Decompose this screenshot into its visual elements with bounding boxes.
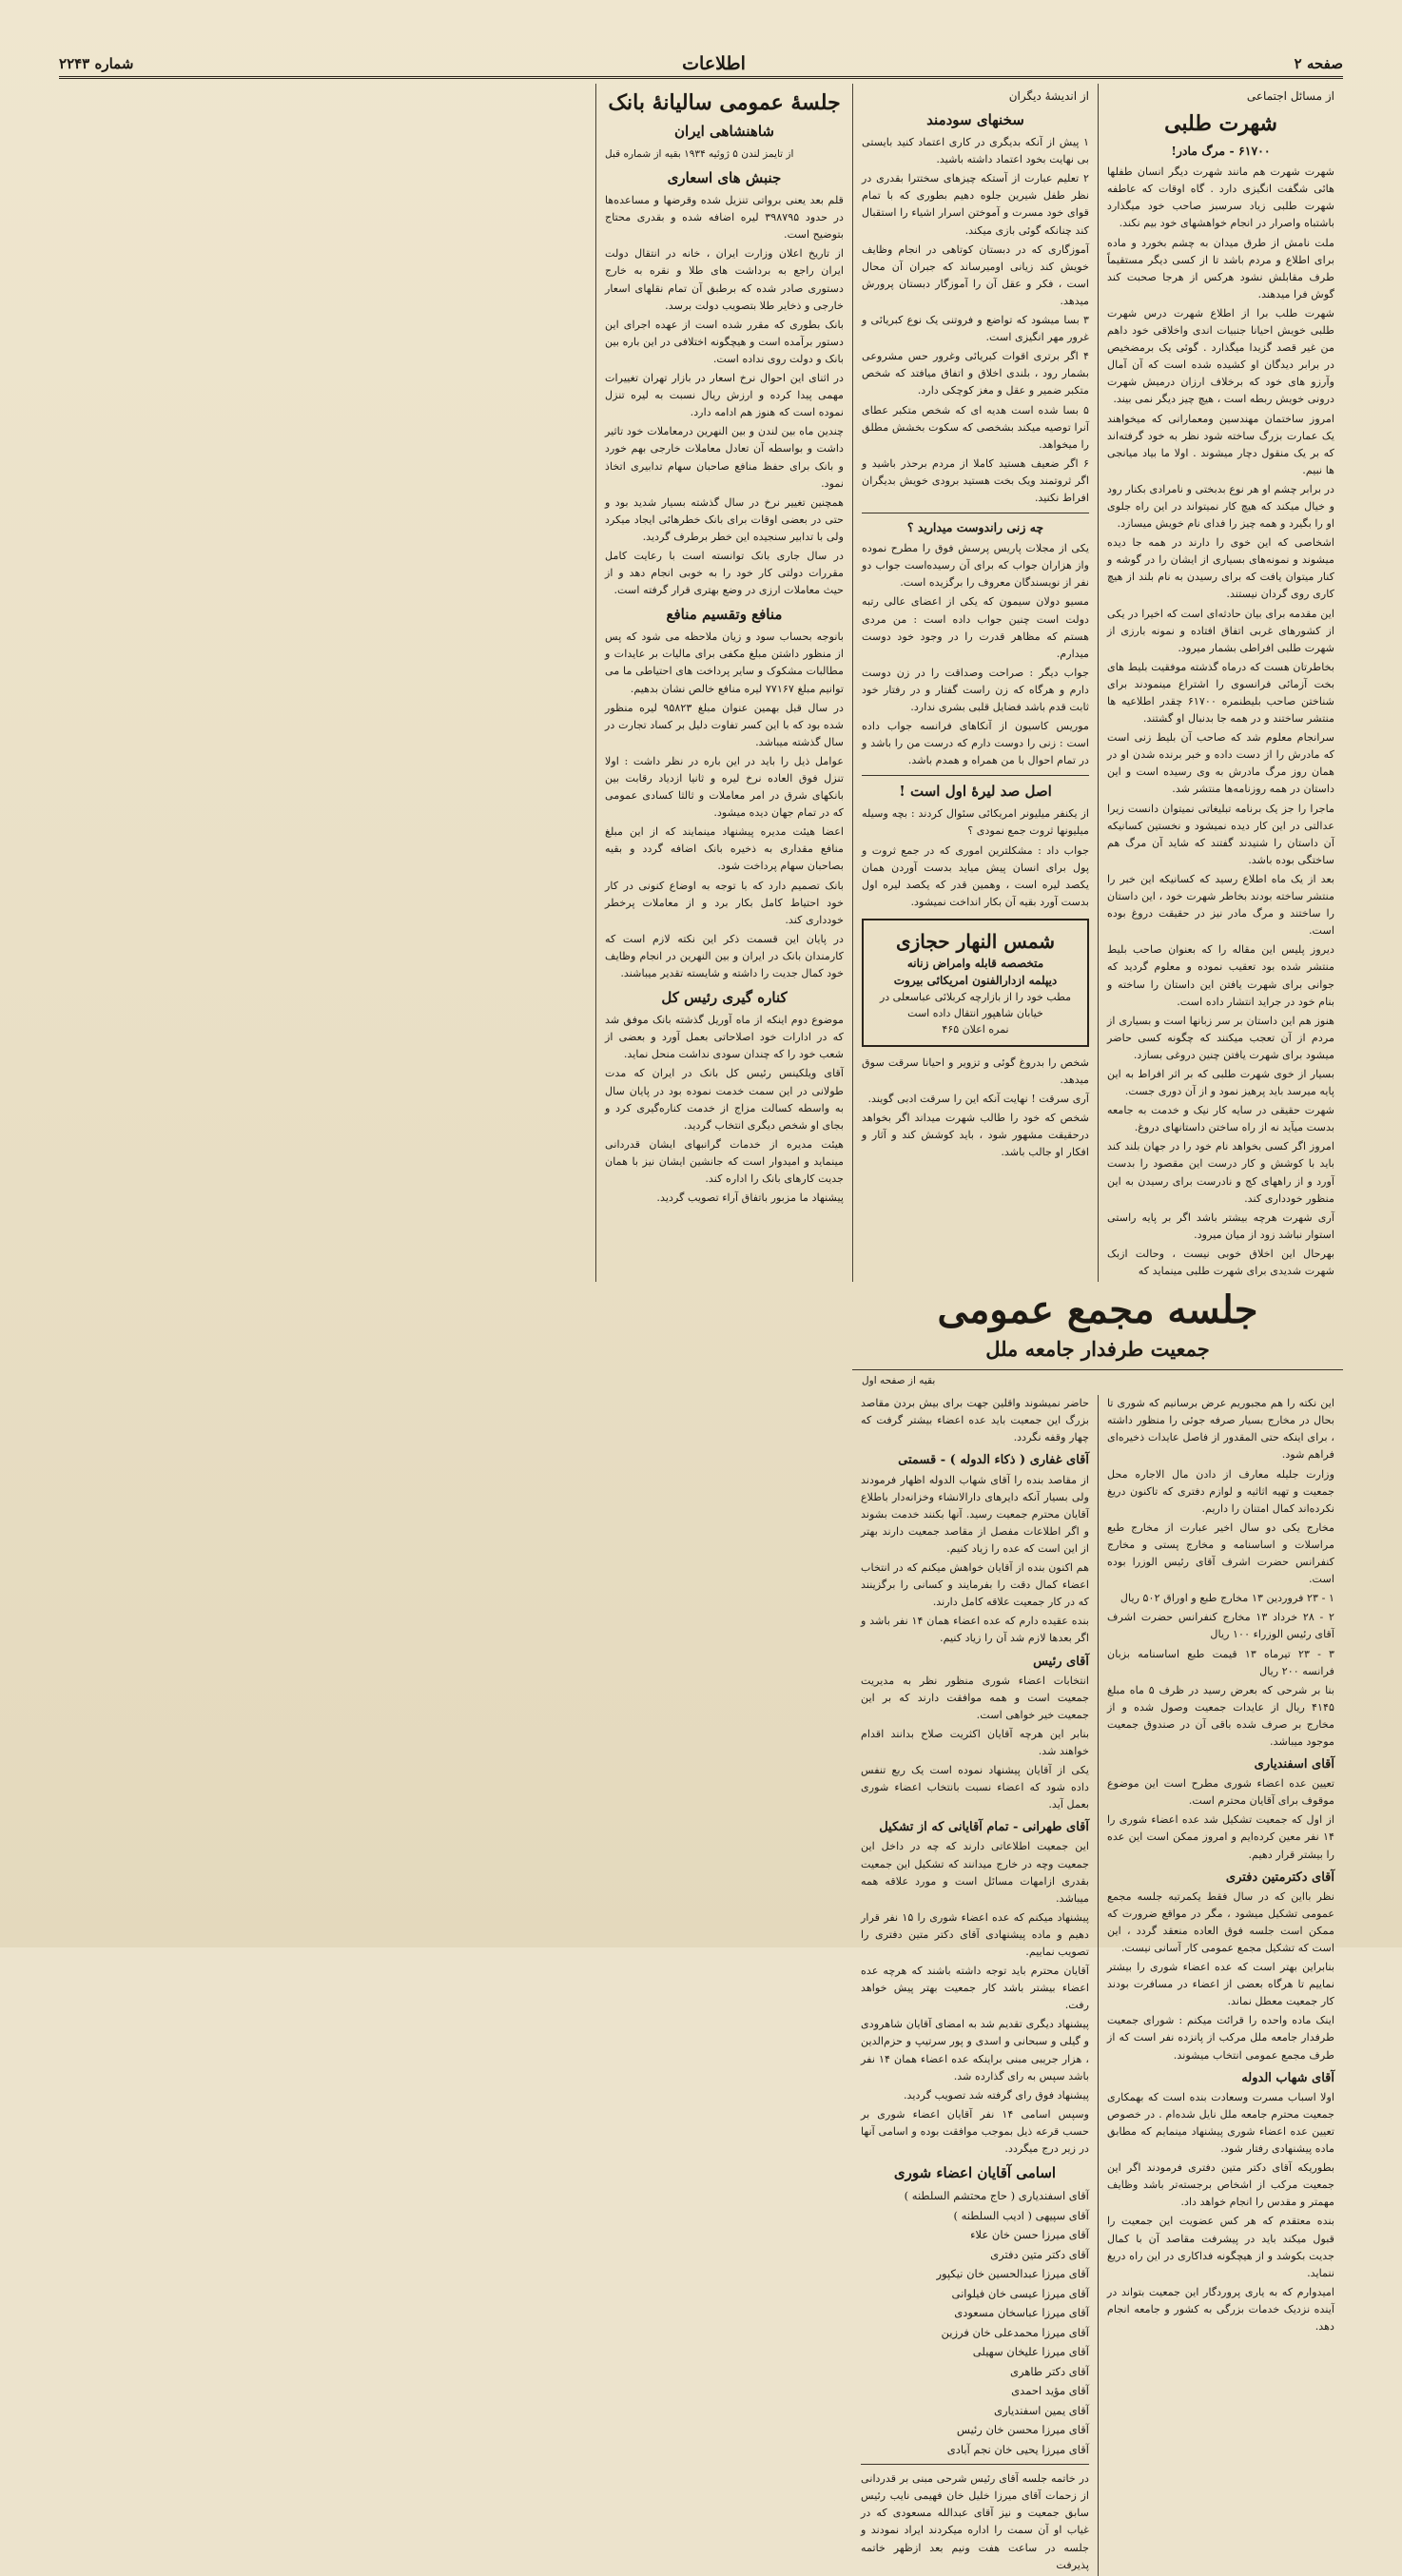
paragraph: پیشنهاد دیگری تقدیم شد به امضای آقایان شاهرودی و گیلی و سبحانی و اسدی و پور سرتیپ و حزم‌الدین ، هزار جریبی مبنی براینکه عده اعضاء همان ۱۴ نفر باشد سپس به رای گذارده شد. bbox=[861, 2018, 1089, 2082]
paragraph: در پایان این قسمت ذکر این نکته لازم است که کارمندان بانک در ایران و بین النهرین در انجام وظایف خود کمال جدیت را داشته و شایسته تقدیر میباشند. bbox=[605, 932, 844, 980]
paragraph: اولا اسباب مسرت وسعادت بنده است که بهمکاری جمعیت محترم جامعه ملل نایل شده‌ام . در خصوص تعیین عده اعضاء شوری پیشنهاد مینمایم که مطابق ماده پیشنهادی رفتار شود. bbox=[1107, 2090, 1334, 2156]
paragraph: بهرحال این اخلاق خوبی نیست ، وحالت ازبک شهرت شدیدی برای شهرت طلبی مینماید که bbox=[1107, 1247, 1334, 1277]
ad-number: نمره اعلان ۴۶۵ bbox=[942, 1022, 1009, 1036]
advertisement-box bbox=[862, 919, 1089, 1047]
section-heading: منافع وتقسیم منافع bbox=[666, 606, 783, 624]
paragraph: این جمعیت اطلاعاتی دارند که چه در داخل این جمعیت وچه در خارج میدانند که تشکیل این جمعیت بقدری ازامهات مسائل است و مورد علاقه همه میباشد. bbox=[861, 1840, 1089, 1905]
member-name: آقای میرزا علیخان سهیلی bbox=[972, 2345, 1089, 2359]
article-body bbox=[605, 1012, 844, 1207]
paragraph: شهرت طلب برا از اطلاع شهرت درس شهرت طلبی خویش احیانا جنبیات اندی واخلاقی خود داهم من غیر قصد گزیدا میگذارد . گوئی یک برمضخیص در برابر دیدگان او کشیده شده است که آن آمال وآرزو های خود که برخلاف ارزان درمیش شهرت درونی خویش ربطه است ، هیچ چیز دیگر نمی بیند. bbox=[1107, 306, 1334, 406]
paragraph: ۶ اگر ضعیف هستید کاملا از مردم برحذر باشید و اگر ثروتمند ویک بخت هستید برودی خویش بدیگران افراط نکنید. bbox=[862, 456, 1089, 504]
member-name: آقای میرزا حسن خان علاء bbox=[970, 2228, 1089, 2242]
member-name: آقای میرزا عباسخان مسعودی bbox=[954, 2306, 1089, 2320]
paragraph: بانوجه بحساب سود و زیان ملاحظه می شود که پس از منظور داشتن مبلغ مکفی برای مالیات بر عایدات و مطالبات مشکوک و سایر پرداخت های احتیاطی ما می توانیم مبلغ ۷۷۱۶۷ لیره منافع خالص نشان بدهیم. bbox=[605, 630, 844, 695]
paragraph: از مقاصد بنده را آقای شهاب الدوله اظهار فرمودند ولی بسیار آنکه دایرهای دارالانشاء وخزانه‌دار باطلاع آقایان محترم جمعیت رسید. آنها بکنند خدمت بشوند و اگر اطلاعات مفصل از مقاصد جمعیت دارند بهتر از این است که عده را زیاد کنیم. bbox=[861, 1473, 1089, 1555]
paragraph: موریس کاسیون از آنکاهای فرانسه جواب داده است : زنی را دوست دارم که درست من را باشد و در تمام احوال با من همراه و همدم باشد. bbox=[862, 720, 1089, 767]
member-name: آقای دکتر متین دفتری bbox=[990, 2247, 1089, 2261]
paragraph: ۱ پیش از آنکه بدیگری در کاری اعتماد کنید بایستی بی نهایت بخود اعتماد داشته باشید. bbox=[862, 136, 1089, 166]
paragraph: در اثنای این احوال نرخ اسعار در بازار تهران تغییرات مهمی پیدا کرده و ارزش ریال نسبت به لیره تنزل نموده است که هنوز هم ادامه دارد. bbox=[605, 372, 844, 419]
paragraph: بانک تصمیم دارد که با توجه به اوضاع کنونی در کار خود احتیاط کامل بکار برد و از معاملات پرخطر خودداری کند. bbox=[605, 879, 844, 926]
paragraph: بنده عقیده دارم که عده اعضاء همان ۱۴ نفر باشد و اگر بعدها لازم شد آن را زیاد کنیم. bbox=[861, 1615, 1089, 1645]
article-source-note: از تایمز لندن ۵ ژوئیه ۱۹۳۴ بقیه از شماره قبل bbox=[605, 148, 794, 160]
section-label: از اندیشهٔ دیگران bbox=[1008, 89, 1089, 103]
article-body bbox=[861, 2470, 1089, 2574]
section-heading: کناره گیری رئیس کل bbox=[661, 989, 788, 1007]
paragraph: آقای ویلکینس رئیس کل بانک در ایران که مدت طولانی در این سمت خدمت نموده بود در پایان سال به واسطه کسالت مزاج از خدمت کناره‌گیری کرد و بجای او شخص دیگری انتخاب گردید. bbox=[605, 1067, 844, 1132]
article-body bbox=[605, 192, 844, 599]
column-others-thoughts bbox=[852, 84, 1098, 1282]
paragraph: قلم بعد یعنی برواتی تنزیل شده وقرضها و مساعده‌ها در حدود ۳۹۸۷۹۵ لیره اضافه شده و بقدری محتاج بتوضیح است. bbox=[605, 194, 845, 242]
paragraph: آری سرقت ! نهایت آنکه این را سرقت ادبی گویند. bbox=[867, 1093, 1089, 1106]
columns bbox=[59, 84, 1343, 2571]
paragraph: از یکنفر میلیونر امریکائی سئوال کردند : بچه وسیله میلیونها ثروت جمع نمودی ؟ bbox=[862, 807, 1089, 838]
article-body bbox=[1107, 2089, 1334, 2335]
column-bank-meeting bbox=[595, 84, 852, 1282]
speaker-heading: آقای رئیس bbox=[1033, 1654, 1089, 1669]
paragraph: چندین ماه بین لندن و بین النهرین درمعاملات خود تاثیر داشت و بواسطه آن تعادل معاملات خارجی بهم خورد و بانک برای حفظ منافع صاحبان سهام تدابیری اتخاذ نمود. bbox=[605, 425, 844, 490]
speaker-heading: آقای اسفندیاری bbox=[1254, 1757, 1334, 1772]
members-list bbox=[861, 2187, 1089, 2458]
paragraph: بنا بر شرحی که بعرض رسید در ظرف ۵ ماه مبلغ ۴۱۴۵ ریال از عایدات جمعیت وصول شده و از مخارج بر صرف شده باقی آن در صندوق جمعیت موجود میباشد. bbox=[1107, 1683, 1334, 1748]
paragraph: وسپس اسامی ۱۴ نفر آقایان اعضاء شوری بر حسب قرعه ذیل بموجب موافقت بوده و اسامی آنها در زیر درج میگردد. bbox=[861, 2107, 1089, 2156]
article-body bbox=[862, 134, 1089, 507]
divider bbox=[862, 775, 1089, 776]
paragraph: شهرت شهرت هم مانند شهرت دیگر انسان طفلها هائی شگفت انگیزی دارد . گاه اوقات که عاطفه شهرت طلبی زیاد سرسبز صاحب خود میگذارد باشتباه واصرار در انجام خواهشهای خود بیم نکند. bbox=[1107, 165, 1334, 230]
paragraph: مخارج یکی دو سال اخیر عبارت از مخارج طبع مراسلات و اساسنامه و مخارج پستی و مخارج کنفرانس حضرت اشرف آقای رئیس الوزرا بوده است. bbox=[1107, 1520, 1334, 1586]
paragraph: ۲ تعلیم عبارت از آستکه چیزهای سختترا بقدری در نظر طفل شیرین جلوه دهیم بطوری که با تمام قوای خود مسرت و آموختن اسرار اشیاء را استقبال کند چنانکه گوئی بازی میکند. bbox=[862, 172, 1089, 237]
article-body bbox=[1107, 164, 1334, 1280]
paragraph: موضوع دوم اینکه از ماه آوریل گذشته بانک موفق شد که در ادارات خود اصلاحاتی بعمل آورد و بعضی از شعب خود را که چندان سودی نداشت منحل نماید. bbox=[605, 1014, 844, 1061]
paragraph: آری شهرت هرچه بیشتر باشد اگر بر پایه راستی استوار نباشد زود از میان میرود. bbox=[1107, 1211, 1334, 1241]
paragraph: ۲ - ۲۸ خرداد ۱۳ مخارج کنفرانس حضرت اشرف آقای رئیس الوزراء ۱۰۰ ریال bbox=[1107, 1611, 1334, 1641]
article-subtitle-fame: ۶۱۷۰۰ - مرگ مادر! bbox=[1171, 144, 1271, 159]
member-name: آقای میرزا عبدالحسین خان نیکپور bbox=[936, 2267, 1089, 2281]
paragraph: از تاریخ اعلان وزارت ایران ، خانه در انتقال دولت ایران راجع به برداشت های طلا و نقره به خارج دستوری صادر شده که برطبق آن تمام نقلهای اسعار خارجی و ذخایر طلا بتصویب دولت برسد. bbox=[605, 247, 844, 312]
article-title-first-hundred-pounds: اصل صد لیرهٔ اول است ! bbox=[899, 783, 1052, 801]
main-subheadline: جمعیت طرفدار جامعه ملل bbox=[985, 1337, 1210, 1362]
article-body bbox=[861, 1395, 1089, 1446]
paragraph: شخص که خود را طالب شهرت میداند اگر بخواهد درحقیقت مشهور شود ، باید کوشش کند و آثار و افکار او جالب باشد. bbox=[862, 1112, 1089, 1159]
paragraph: آموزگاری که در دبستان کوتاهی در انجام وظایف خویش کند زیانی اومیرساند که جبران آن محال است ، فکر و عقل آن را آموزگار دبستان پرورش میدهد. bbox=[862, 242, 1089, 307]
paragraph: ۳ - ۲۳ تیرماه ۱۳ قیمت طبع اساسنامه بزبان فرانسه ۲۰۰ ریال bbox=[1107, 1647, 1334, 1677]
paragraph: ۴ اگر برتری اقوات کبریائی وغرور حس مشروعی بشمار رود ، بلندی اخلاق و اتفاق میافتد که شخص متکبر ضمیر و عقل و مغز کوچکی دارد. bbox=[862, 350, 1089, 397]
paragraph: اینک ماده واحده را قرائت میکنم : شورای جمعیت طرفدار جامعه ملل مرکب از پانزده نفر است که از طرف مجمع عمومی انتخاب میشوند. bbox=[1107, 2014, 1334, 2062]
member-name: آقای اسفندیاری ( حاج محتشم السلطنه ) bbox=[904, 2189, 1089, 2203]
paragraph: از اول که جمعیت تشکیل شد عده اعضاء شوری را ۱۴ نفر معین کرده‌ایم و امروز ممکن است این عده را بیشتر قرار دهیم. bbox=[1107, 1813, 1334, 1861]
paragraph: پیشنهاد ما مزبور باتفاق آراء تصویب گردید. bbox=[656, 1191, 844, 1205]
paragraph: هم اکنون بنده از آقایان خواهش میکنم که در انتخاب اعضاء کمال دقت را بفرمایند و کسانی را برگزینند که در کار جمعیت علاقه کامل دارند. bbox=[861, 1561, 1089, 1609]
paragraph: پیشنهاد میکنم که عده اعضاء شوری را ۱۵ نفر قرار دهیم و ماده پیشنهادی آقای دکتر متین دفتری را تصویب نماییم. bbox=[861, 1910, 1089, 1958]
paragraph: امیدوارم که به یاری پروردگار این جمعیت بتواند در آینده نزدیک خدمات بزرگی به کشور و جامعه انجام دهد. bbox=[1107, 2285, 1334, 2333]
member-name: آقای میرزا یحیی خان نجم آبادی bbox=[946, 2442, 1089, 2456]
paragraph: بعد از یک ماه اطلاع رسید که کسانیکه این خبر را منتشر ساخته بودند بخاطر شهرت خود ، این داستان را ساختند و مرگ مادر نیز در حقیقت دروغ بوده است. bbox=[1107, 872, 1334, 938]
paragraph: یکی از آقایان پیشنهاد نموده است یک ربع تنفس داده شود که اعضاء نسبت بانتخاب اعضاء شوری بعمل آید. bbox=[861, 1764, 1089, 1811]
paragraph: یکی از مجلات پاریس پرسش فوق را مطرح نموده واز هزاران جواب که برای آن رسیده‌است جواب دو نفر از نویسندگان معروف را برگزیده است. bbox=[862, 542, 1089, 590]
issue-number: شماره ۲۲۴۳ bbox=[59, 55, 134, 72]
paragraph: در خاتمه جلسه آقای رئیس شرحی مبنی بر قدردانی از زحمات آقای میرزا خلیل خان فهیمی نایب رئیس سابق جمعیت و نیز آقای عبدالله مسعودی که در غیاب او آن سمت را اداره میکردند ایراد نمودند و جلسه در ساعت هفت ونیم بعد ازظهر خاتمه پذیرفت bbox=[861, 2472, 1089, 2571]
member-name: آقای میرزا عیسی خان فیلوانی bbox=[951, 2286, 1089, 2300]
speaker-heading: آقای دکترمتین دفتری bbox=[1225, 1869, 1334, 1885]
ad-line: دیپلمه ازدارالفنون امریکائی بیروت bbox=[893, 973, 1058, 987]
paragraph: هیئت مدیره از خدمات گرانبهای ایشان قدردانی مینماید و امیدوار است که جانشین ایشان نیز با همان جدیت کارهای بانک را اداره کند. bbox=[605, 1137, 844, 1185]
paragraph: هنوز هم این داستان بر سر زبانها است و بسیاری از مردم از آن تعجب میکنند که چگونه کسی حاضر میشود برای شهرت یافتن چنین دروغی بسازد. bbox=[1107, 1014, 1334, 1061]
paragraph: جواب داد : مشکلترین اموری که در جمع ثروت و پول برای انسان پیش میاید بدست آوردن همان یکصد لیره است ، وهمین قدر که یکصد لیره اول بدست آورد بقیه آن بکار انداخت نمیشود. bbox=[862, 843, 1089, 908]
paragraph: عوامل ذیل را باید در این باره در نظر داشت : اولا تنزل فوق العاده نرخ لیره و ثانیا ازدیاد رقابت بین بانکهای شرق در امر معاملات و ثالثا کسادی عمومی که در تمام جهان دیده میشود. bbox=[605, 754, 844, 820]
member-name: آقای مؤید احمدی bbox=[1011, 2384, 1089, 2398]
ad-line: مطب خود را از بازارچه کربلائی عباسعلی در خیابان شاهپور انتقال داده است bbox=[879, 990, 1072, 1019]
paragraph: ۵ بسا شده است هدیه ای که شخص متکبر عطای آنرا توصیه میکند بشخصی که سکوت بخشش مطلق را میخواهد. bbox=[862, 403, 1089, 451]
divider bbox=[861, 2464, 1089, 2465]
member-name: آقای سپیهی ( ادیب السلطنه ) bbox=[953, 2208, 1089, 2222]
paragraph: آقایان محترم باید توجه داشته باشند که هرچه عده اعضاء بیشتر باشد کار جمعیت بهتر پیش خواهد رفت. bbox=[861, 1965, 1089, 2012]
main-headline-block bbox=[852, 1282, 1343, 1370]
paragraph: دیروز پلیس این مقاله را که بعنوان صاحب بلیط منتشر شده بود تعقیب نموده و معلوم گردید که جوانی برای شهرت یافتن این داستان را ساخته و بنام خود در جراید انتشار داده است. bbox=[1107, 943, 1334, 1008]
paragraph: بسیار از خوی شهرت طلبی که بر اثر افراط به این پایه میرسد باید پرهیز نمود و از آن دوری جست. bbox=[1107, 1067, 1334, 1098]
section-label: از مسائل اجتماعی bbox=[1246, 89, 1334, 103]
paragraph: مسیو دولان سیمون که یکی از اعضای عالی رتبه دولت است چنین جواب داده است : من مردی هستم که مظاهر قدرت را در وجود خود دوست میدارم. bbox=[862, 595, 1089, 660]
paragraph: بنابر این هرچه آقایان اکثریت صلاح بدانند اقدام خواهند شد. bbox=[861, 1727, 1089, 1757]
paragraph: بنده معتقدم که هر کس عضویت این جمعیت را قبول میکند باید در پیشرفت مقاصد آن با کمال جدیت بکوشد و از هیچگونه فداکاری در این راه دریغ ننماید. bbox=[1107, 2215, 1334, 2279]
article-body bbox=[862, 540, 1089, 769]
article-body bbox=[1107, 1888, 1334, 2064]
member-name: آقای یمین اسفندیاری bbox=[994, 2403, 1089, 2417]
article-body bbox=[605, 629, 844, 982]
paragraph: ۱ - ۲۳ فروردین ۱۳ مخارج طبع و اوراق ۵۰۲ ریال bbox=[1120, 1592, 1334, 1605]
paragraph: امروز ساختمان مهندسین ومعمارانی که میخواهند یک عمارت بزرگ ساخته شود نظر به خود گرفته‌اند که بر یک منقول دچار میشوند . اولا ما بیاد میانجی ها نبیم. bbox=[1107, 412, 1334, 476]
paragraph: سرانجام معلوم شد که صاحب آن بلیط زنی است که مادرش را از دست داده و خبر برنده شدن او در همان روز مرگ مادرش به وی رسیده است و این داستان در همه روزنامه‌ها منتشر شد. bbox=[1107, 731, 1334, 796]
article-title-which-woman: چه زنی راندوست میدارید ؟ bbox=[906, 520, 1044, 535]
paragraph: بطوریکه آقای دکتر متین دفتری فرمودند اگر این جمعیت مرکب از اشخاص برجسته‌تر باشد وظایف مهمتر و مقدس را انجام خواهد داد. bbox=[1107, 2161, 1334, 2209]
speaker-heading: آقای غفاری ( ذکاء الدوله ) - قسمتی bbox=[898, 1453, 1089, 1468]
paragraph: شخص را بدروغ گوئی و تزویر و احیانا سرقت سوق میدهد. bbox=[862, 1056, 1089, 1087]
paragraph: همچنین تغییر نرخ در سال گذشته بسیار شدید بود و حتی در بعضی اوقات برای بانک خطرهائی ایجاد میکرد ولی با تدابیر سنجیده این خطر برطرف گردید. bbox=[605, 495, 844, 543]
article-body bbox=[861, 1673, 1089, 1814]
article-body bbox=[862, 805, 1089, 911]
speaker-heading: آقای شهاب الدوله bbox=[1241, 2070, 1334, 2085]
ad-line: متخصصه قابله وامراض زنانه bbox=[906, 956, 1044, 970]
paragraph: ۳ بسا میشود که تواضع و فروتنی یک نوع کبریائی و غرور مهر انگیزی است. bbox=[862, 314, 1089, 344]
paragraph: امروز اگر کسی بخواهد نام خود را در جهان بلند کند باید با کوشش و کار درست این مقصود را بدست آورد و از راههای کج و نادرست برای رسیدن به این منظور خودداری کند. bbox=[1107, 1140, 1334, 1205]
assembly-columns bbox=[852, 1395, 1343, 2576]
member-name: آقای دکتر طاهری bbox=[1010, 2364, 1089, 2378]
ad-title: شمس النهار حجازی bbox=[895, 929, 1056, 953]
member-name: آقای میرزا محسن خان رئیس bbox=[956, 2423, 1089, 2437]
paragraph: در سال جاری بانک توانسته است با رعایت کامل مقررات دولتی کار خود را به خوبی انجام دهد و از حیث معاملات ارزی در وضع بهتری قرار گرفته است. bbox=[605, 549, 844, 597]
paragraph: شهرت حقیقی در سایه کار نیک و خدمت به جامعه بدست میآید نه از راه ساختن داستانهای دروغ. bbox=[1107, 1104, 1334, 1134]
paragraph: تعیین عده اعضاء شوری مطرح است این موضوع موقوف برای آقایان محترم است. bbox=[1107, 1777, 1334, 1808]
article-body bbox=[1107, 1395, 1334, 1751]
article-general-assembly bbox=[852, 1282, 1343, 2576]
paragraph: حاضر نمیشوند واقلین جهت برای بیش بردن مقاصد بزرگ این جمعیت باید عده اعضاء بیشتر گرفت که چهار وقفه نگردد. bbox=[861, 1397, 1089, 1444]
paragraph: انتخابات اعضاء شوری منظور نظر به مدیریت جمعیت است و همه موافقت دارند که بر این جمعیت خیر خواهی است. bbox=[861, 1674, 1089, 1721]
article-body bbox=[862, 1055, 1089, 1162]
paragraph: پیشنهاد فوق رای گرفته شد تصویب گردید. bbox=[904, 2088, 1089, 2101]
paragraph: این نکته را هم مجبوریم عرض برسانیم که شوری تا بحال در مخارج بسیار صرفه جوئی را منظور داشته ، برای اینکه حتی المقدور از فاصل عایدات ذخیره‌ای فراهم شود. bbox=[1107, 1397, 1334, 1462]
paragraph: ماجرا را جز یک برنامه تبلیغاتی نمیتوان دانست زیرا عدالتی در این کار دیده نمیشود و نخستین کسانیکه آن داستان را شنیدند گفتند که شاید آن مرگ هم ساختگی بوده باشد. bbox=[1107, 802, 1334, 866]
member-name: آقای میرزا محمدعلی خان فرزین bbox=[941, 2325, 1089, 2339]
paragraph: بانک بطوری که مقرر شده است از عهده اجرای این دستور برآمده است و هیچگونه اختلافی در این باره بین بانک و دولت روی نداده است. bbox=[605, 318, 844, 365]
paragraph: در سال قبل بهمین عنوان مبلغ ۹۵۸۲۳ لیره منظور شده بود که با این کسر تفاوت دلیل بر کساد تجارت در سال گذشته میباشد. bbox=[605, 701, 844, 748]
article-body bbox=[861, 1472, 1089, 1648]
article-body bbox=[1107, 1775, 1334, 1863]
paragraph: جواب دیگر : صراحت وصداقت را در زن دوست دارم و هرگاه که زن راست گفتار و در رفتار خود ثابت قدم باشد فضایل قلبی بشری ندارد. bbox=[862, 666, 1089, 713]
paper-name: اطلاعات bbox=[682, 53, 746, 74]
paragraph: اعضا هیئت مدیره پیشنهاد مینمایند که از این مبلغ منافع مقداری به ذخیره بانک اضافه گردد و بقیه بصاحبان سهام پرداخت شود. bbox=[605, 825, 844, 873]
paragraph: در برابر چشم او هر نوع بدبختی و نامرادی بکنار رود و خیال میکند که هیچ کار نمیتواند در این راه جلوی او را بگیرد و همه چیز را فدای نام خویش میسازد. bbox=[1107, 482, 1334, 531]
article-title-fame: شهرت طلبی bbox=[1164, 111, 1277, 137]
speaker-heading: آقای طهرانی - تمام آقایانی که از تشکیل bbox=[879, 1820, 1089, 1835]
article-title-bank-meeting: جلسهٔ عمومی سالیانهٔ بانک bbox=[608, 90, 841, 115]
column-social-issues bbox=[1098, 84, 1343, 1282]
paragraph: بخاطرتان هست که درماه گذشته موفقیت بلیط های بخت آزمائی فرانسوی را اشتراع مینمودند برای شناختن صاحب بلیطنمره ۶۱۷۰۰ چقدر اطلاعیه ها منتشر ساختند و در همه جا بدنبال او گشتند. bbox=[1107, 660, 1334, 726]
masthead bbox=[59, 51, 1343, 79]
paragraph: اشخاصی که این خوی را دارند در همه جا دیده میشوند و نمونه‌های بسیاری از ایشان را در گوشه و کنار میتوان یافت که برای رسیدن به نام بلند از هیچ کاری روی گردان نیستند. bbox=[1107, 536, 1334, 601]
article-body bbox=[861, 1838, 1089, 2158]
column-assembly-b bbox=[852, 1395, 1098, 2576]
members-list-title: اسامی آقایان اعضاء شوری bbox=[893, 2164, 1057, 2182]
continued-note: بقیه از صفحه اول bbox=[862, 1375, 936, 1387]
article-subtitle-bank: شاهنشاهی ایران bbox=[674, 123, 774, 140]
section-heading: جنبش های اسعاری bbox=[667, 169, 782, 187]
page-number: صفحه ۲ bbox=[1294, 55, 1343, 72]
column-assembly-a bbox=[1098, 1395, 1343, 2576]
paragraph: بنابراین بهتر است که عده اعضاء شوری را بیشتر نماییم تا هرگاه بعضی از اعضاء در مسافرت بودند کار جمعیت معطل نماند. bbox=[1107, 1961, 1334, 2008]
paragraph: این مقدمه برای بیان حادثه‌ای است که اخیرا در یکی از کشورهای غربی اتفاق افتاده و نمونه بارزی از شهرت طلبی افراطی بشمار میرود. bbox=[1107, 607, 1334, 654]
article-title-useful-sayings: سخنهای سودمند bbox=[926, 111, 1024, 129]
paragraph: وزارت جلیله معارف از دادن مال الاجاره محل جمعیت و تهیه اثاثیه و لوازم دفتری که تاکنون دریغ نکرده‌اند کمال امتنان را داریم. bbox=[1107, 1467, 1334, 1515]
main-headline: جلسه مجمع عمومی bbox=[937, 1288, 1258, 1333]
paragraph: نظر بااین که در سال فقط یکمرتبه جلسه مجمع عمومی تشکیل میشود ، مگر در مواقع ضرورت که ممکن است جلسه فوق العاده منعقد گردد ، این است که تشکیل مجمع عمومی کار آسانی نیست. bbox=[1107, 1889, 1334, 1954]
paragraph: ملت نامش از طرق میدان به چشم بخورد و ماده برای اطلاع و مردم باشد تا از کسی دیگر مستقیماً طرف مقابلش نشود هرکس از هرجا صحبت کند گوش فرا میدهند. bbox=[1107, 236, 1334, 300]
